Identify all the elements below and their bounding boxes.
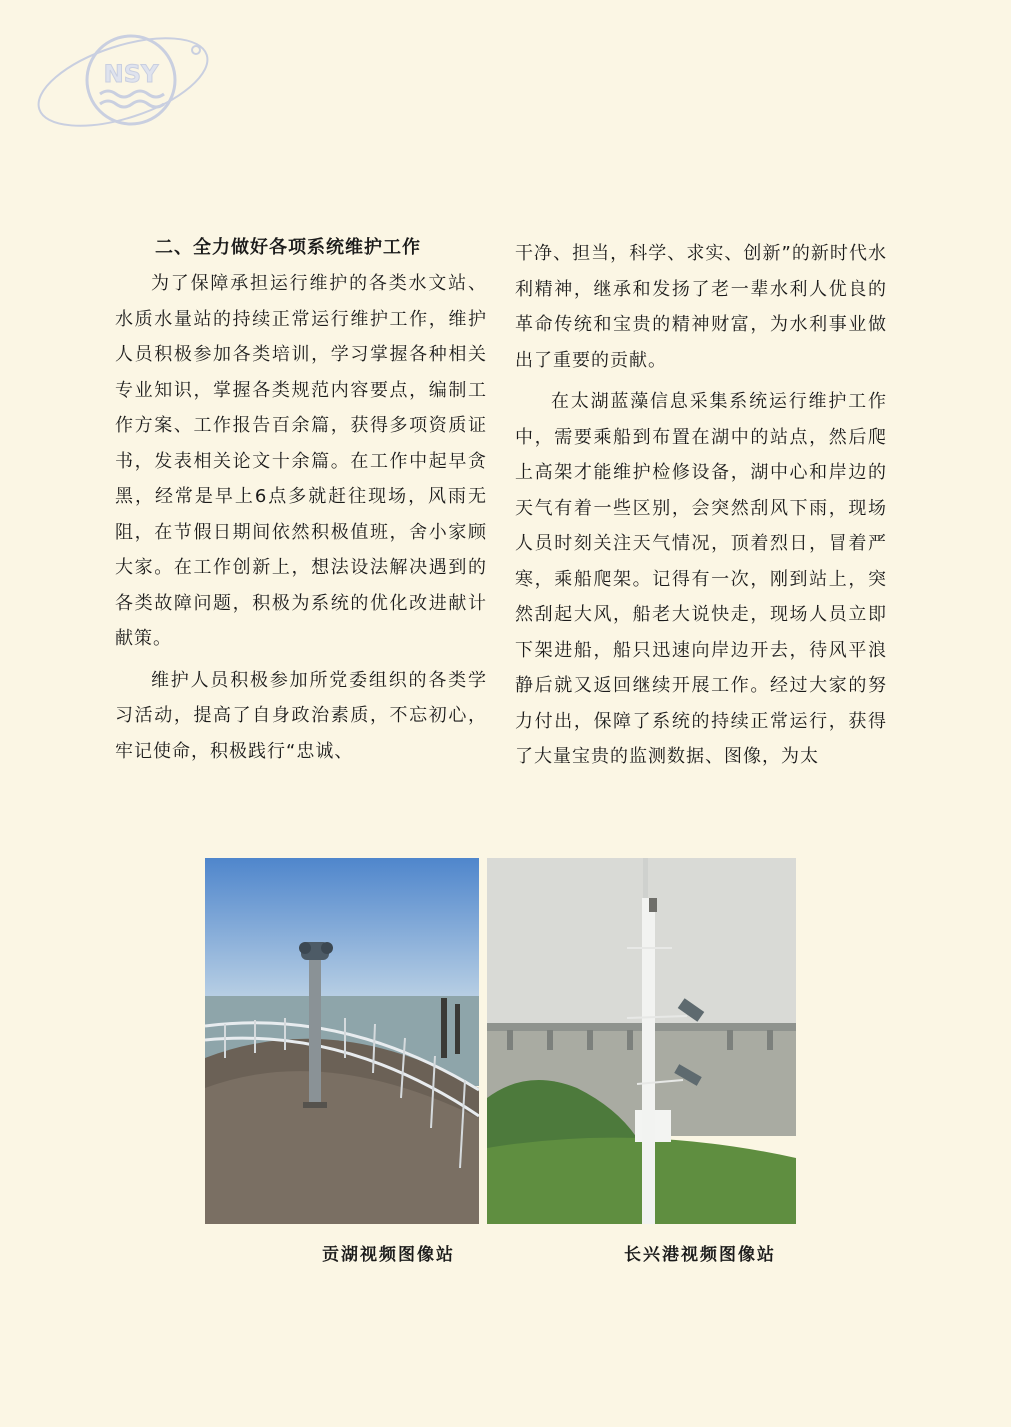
svg-text:NSY: NSY [103, 60, 159, 88]
right-column [515, 236, 887, 781]
nsy-logo [28, 20, 218, 130]
photo-gonghu-station [205, 858, 479, 1224]
caption-gonghu: 贡湖视频图像站 [322, 1245, 455, 1265]
caption-changxinggang: 长兴港视频图像站 [624, 1245, 776, 1265]
paragraph: 干净、担当，科学、求实、创新”的新时代水利精神，继承和发扬了老一辈水利人优良的革命传统和宝贵的精神财富，为水利事业做出了重要的贡献。 [515, 243, 887, 371]
paragraph: 维护人员积极参加所党委组织的各类学习活动，提高了自身政治素质，不忘初心，牢记使命，积极践行“忠诚、 [115, 669, 487, 762]
photo-changxinggang-station [487, 858, 796, 1224]
paragraph: 为了保障承担运行维护的各类水文站、水质水量站的持续正常运行维护工作，维护人员积极参加各类培训，学习掌握各种相关专业知识，掌握各类规范内容要点，编制工作方案、工作报告百余篇，获得多项资质证书，发表相关论文十余篇。在工作中起早贪黑，经常是早上6点多就赶往现场，风雨无阻，在节假日期间依然积极值班，舍小家顾大家。在工作创新上，想法设法解决遇到的各类故障问题，积极为系统的优化改进献计献策。 [115, 273, 487, 649]
left-column [115, 232, 487, 775]
paragraph: 在太湖蓝藻信息采集系统运行维护工作中，需要乘船到布置在湖中的站点，然后爬上高架才能维护检修设备，湖中心和岸边的天气有着一些区别，会突然刮风下雨，现场人员时刻关注天气情况，顶着烈日，冒着严寒，乘船爬架。记得有一次，刚到站上，突然刮起大风，船老大说快走，现场人员立即下架进船，船只迅速向岸边开去，待风平浪静后就又返回继续开展工作。经过大家的努力付出，保障了系统的持续正常运行，获得了大量宝贵的监测数据、图像，为太 [515, 391, 887, 767]
section-heading: 二、全力做好各项系统维护工作 [155, 237, 421, 258]
